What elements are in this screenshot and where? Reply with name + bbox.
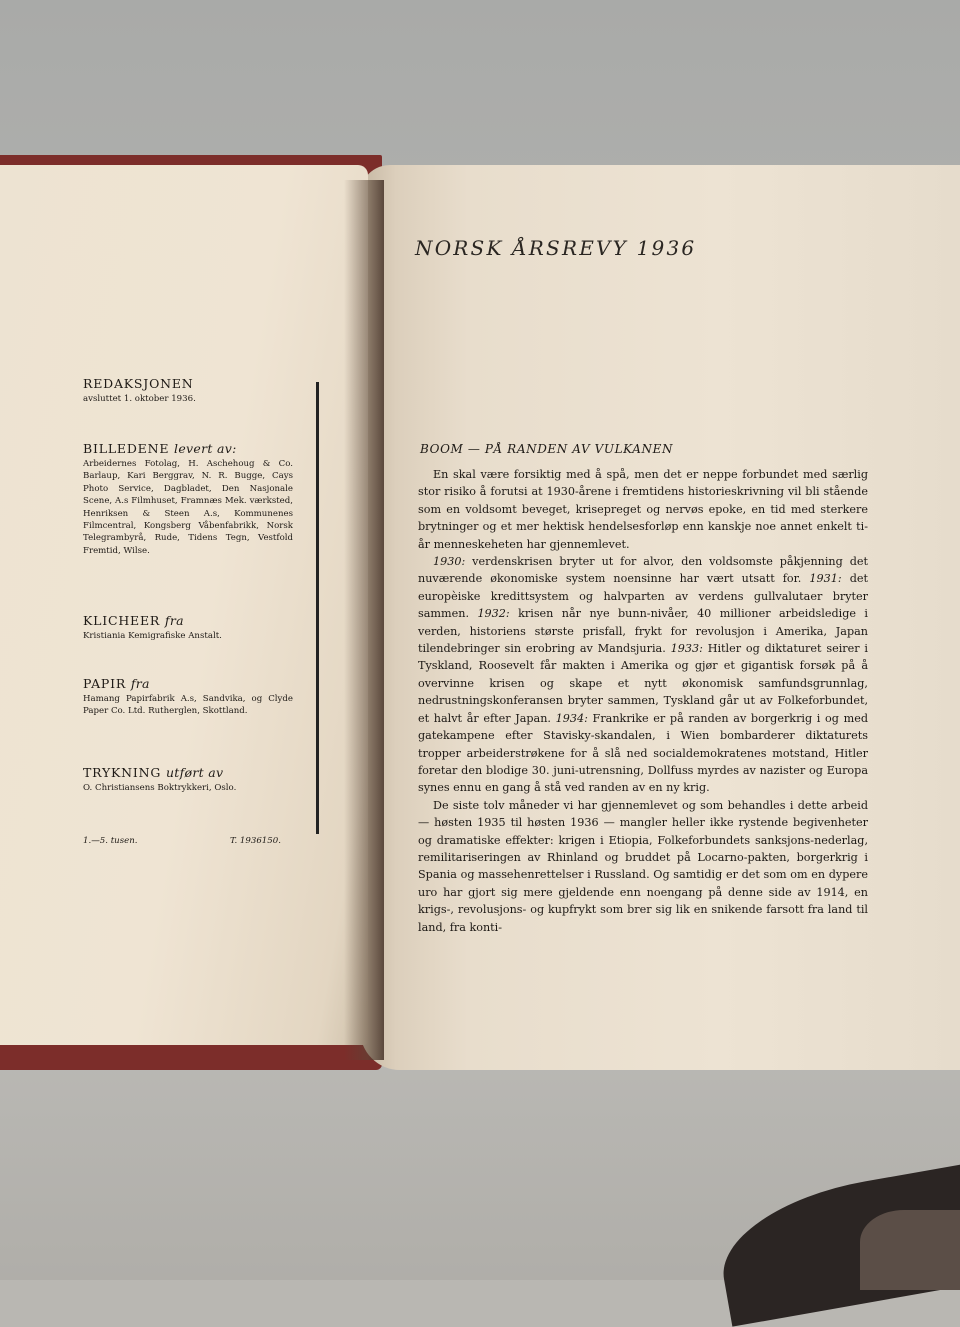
year-1930: 1930: xyxy=(433,555,466,569)
dark-object-edge xyxy=(860,1210,960,1290)
paragraph-2: 1930: verdenskrisen bryter ut for alvor, den voldsomste påkjenning det nuværende økonomiske system noensinne har vært utsatt for. 1931: det europèiske kredittsystem og halvparten av verdens gullvalutaer bryter sammen. 1932: krisen når nye bunn-nivåer, 40 millioner arbeidsledige i verden, historiens største prisfall, frykt for revolusjon i Amerika, Japan tilendebringer sin erobring av Mandsjuria. 1933: Hitler og diktaturet seirer i Tyskland, Roosevelt får makten i Amerika og gjør et gigantisk forsøk på å overvinne krisen og skape et nytt økonomisk samfundsgrunnlag, nedrustningskonferansen bryter sammen, Tyskland går ut av Folkeforbundet, et halvt år efter Japan. 1934: Frankrike er på randen av borgerkrig i og med gatekampene efter Stavisky-skandalen, i Wien bombarderer diktaturets tropper arbeiderstrøkene for å slå ned socialdemokratenes motstand, Hitler foretar den blodige 30. juni-utrensning, Dollfuss myrdes av nazister og Europa synes ennu en gang å stå ved randen av en ny krig. xyxy=(418,555,868,795)
chapter-title: BOOM — PÅ RANDEN AV VULKANEN xyxy=(420,442,674,456)
paragraph-3: De siste tolv måneder vi har gjennemlevet og som behandles i dette arbeid — høsten 1935 til høsten 1936 — mangler heller ikke rystende begivenheter og dramatiske effekter: krigen i Etiopia, Folkeforbundets sanksjons-nederlag, remilitariseringen av Rhinland og bruddet på Locarno-pakten, borgerkrig i Spania og massehenrettelser i Russland. Og samtidig er det som om en dypere uro har gjort sig mere gjeldende enn noengang på denne side av 1914, en krigs-, revolusjons- og kupfrykt som brer sig lik en snikende farsott fra land til land, fra konti- xyxy=(418,798,868,934)
imprint-trykning xyxy=(83,765,293,794)
year-1933: 1933: xyxy=(670,642,703,656)
billedene-text: Arbeidernes Fotolag, H. Aschehoug & Co. Barlaup, Kari Berggrav, N. R. Bugge, Cays Photo Service, Dagbladet, Den Nasjonale Scene, A.s Filmhuset, Framnæs Mek. værksted, Henriksen & Steen A.s, Kommunenes Filmcentral, Kongsberg Våbenfabrikk, Norsk Telegrambyrå, Rude, Tidens Tegn, Vestfold Fremtid, Wilse. xyxy=(83,459,293,556)
edition-note: 1.—5. tusen. xyxy=(83,836,138,846)
klicheer-text: Kristiania Kemigrafiske Anstalt. xyxy=(83,631,222,641)
imprint-redaksjonen xyxy=(83,376,293,405)
trykning-text: O. Christiansens Boktrykkeri, Oslo. xyxy=(83,783,237,793)
year-1931: 1931: xyxy=(809,572,842,586)
redaksjonen-text: avsluttet 1. oktober 1936. xyxy=(83,394,196,404)
chapter-body xyxy=(418,466,868,936)
imprint-klicheer xyxy=(83,613,293,642)
vertical-rule xyxy=(316,382,319,834)
book-spine-shadow xyxy=(344,180,384,1060)
trykning-title: TRYKNING utført av xyxy=(83,765,224,780)
year-1934: 1934: xyxy=(555,711,588,725)
book-title: NORSK ÅRSREVY 1936 xyxy=(415,236,697,260)
redaksjonen-title: REDAKSJONEN xyxy=(83,376,194,391)
left-page xyxy=(0,165,368,1045)
papir-text: Hamang Papirfabrik A.s, Sandvika, og Clyde Paper Co. Ltd. Rutherglen, Skottland. xyxy=(83,694,293,717)
print-number: T. 1936150. xyxy=(230,836,281,846)
imprint-papir xyxy=(83,676,293,718)
billedene-title: BILLEDENE levert av: xyxy=(83,441,237,456)
klicheer-title: KLICHEER fra xyxy=(83,613,184,628)
papir-title: PAPIR fra xyxy=(83,676,150,691)
year-1932: 1932: xyxy=(477,607,510,621)
paragraph-1: En skal være forsiktig med å spå, men det er neppe forbundet med særlig stor risiko å forutsi at 1930-årene i fremtidens historieskrivning vil bli stående som en voldsomt beveget, krisepreget og nervøs epoke, en tid med sterkere brytninger og et mer hektisk hendelsesforløp enn kanskje noe annet enkelt ti-år menneskeheten har gjennemlevet. xyxy=(418,468,868,551)
imprint-billedene xyxy=(83,441,293,557)
